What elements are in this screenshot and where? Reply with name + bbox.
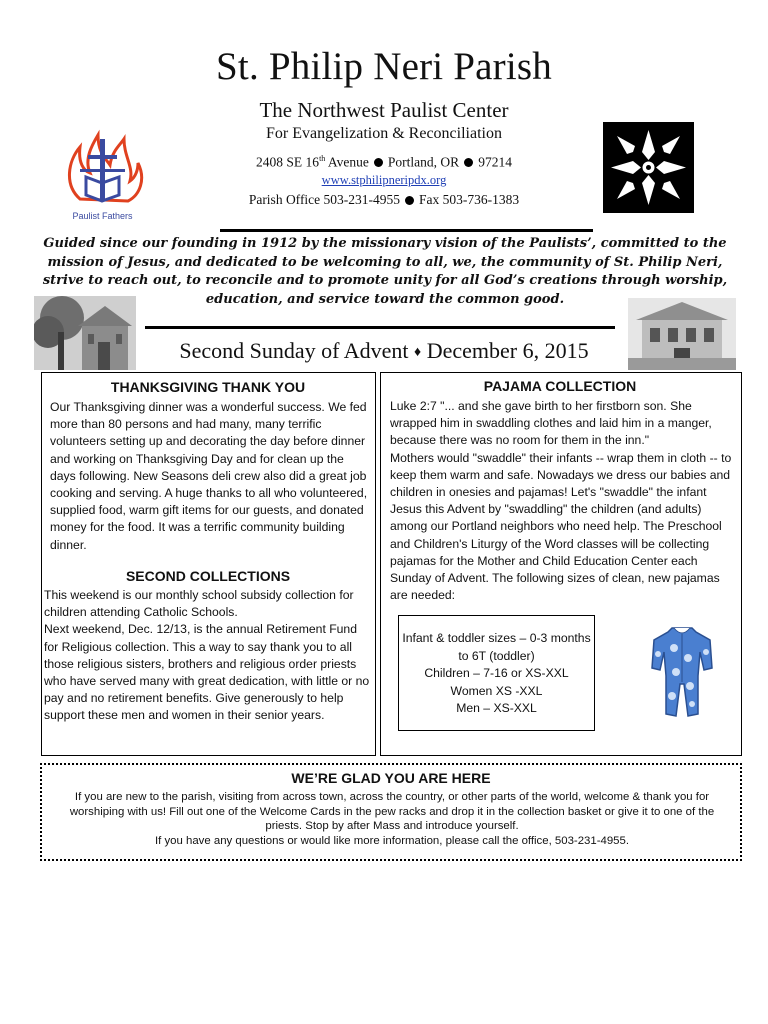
bullet-icon xyxy=(374,158,383,167)
parish-fax: Fax 503-736-1383 xyxy=(419,192,520,207)
address-avenue: Avenue xyxy=(325,154,369,170)
paulist-fathers-logo xyxy=(50,121,155,226)
size-item: Men – XS-XXL xyxy=(456,701,537,715)
pajama-sizes-list xyxy=(398,630,595,718)
second-collections-body: This weekend is our monthly school subsidy collection for children attending Catholic Schools. Next weekend, Dec. 12/13, is the annual Retirement Fund for Religious collection. This a way to say thank you to all those religious sisters, brothers and religious order priests who have served many with great dedication, with little or no pay and no retirement benefits. Give generously to help support these men and women in their senior years. xyxy=(44,588,370,723)
date-title-right: December 6, 2015 xyxy=(426,338,589,363)
address-city: Portland, OR xyxy=(387,154,460,170)
welcome-body: If you are new to the parish, visiting from across town, across the country, or other parts of the world, welcome & thank you for worshiping with us! Fill out one of the Welcome Cards in the pew racks and drop it in the collection basket or give it to one of the priests. Stop by after Mass and introduce yourself. If you have any questions or would like more information, please call the office, 503-231-4955. xyxy=(69,791,715,847)
thanksgiving-heading: THANKSGIVING THANK YOU xyxy=(110,379,306,395)
liturgical-date-title xyxy=(0,338,768,364)
header-divider xyxy=(220,229,593,232)
address-superscript: th xyxy=(319,154,326,163)
website-link[interactable]: www.stphilipneripdx.org xyxy=(321,173,447,187)
address-zip: 97214 xyxy=(478,154,512,170)
geometric-emblem-logo xyxy=(603,122,694,213)
parish-phone: Parish Office 503-231-4955 xyxy=(248,192,401,207)
thanksgiving-body: Our Thanksgiving dinner was a wonderful success. We fed more than 80 persons and had many, many terrific volunteers setting up and decorating the day before dinner and working on Thanksgiving Day and for clean up the days following. New Seasons deli crew also did a great job cooking and serving. A huge thanks to all who volunteered, supplied food, warm gift items for our guests, and donated money for the food. It was a terrific community building dinner. xyxy=(50,400,368,552)
mission-statement: Guided since our founding in 1912 by the missionary vision of the Paulists’, committed to the mission of Jesus, and dedicated to be welcoming to all, we, the community of St. Philip Neri, strive to reach out, to reconcile and to promote unity for all God’s creations through worship, education, and service toward the common good. xyxy=(42,236,728,307)
bullet-icon xyxy=(464,158,473,167)
pajama-collection-heading: PAJAMA COLLECTION xyxy=(483,378,637,394)
parish-title: St. Philip Neri Parish xyxy=(216,45,552,88)
second-collections-heading: SECOND COLLECTIONS xyxy=(125,568,291,584)
welcome-heading: WE’RE GLAD YOU ARE HERE xyxy=(291,770,491,786)
address-street: 2408 SE 16 xyxy=(256,154,320,170)
baby-pajama-image xyxy=(650,624,714,720)
size-item: Children – 7-16 or XS-XXL xyxy=(424,666,569,680)
diamond-icon: ♦ xyxy=(414,344,422,360)
logo-caption: Paulist Fathers xyxy=(72,211,133,221)
size-item: Women XS -XXL xyxy=(450,683,543,698)
pajama-collection-body: Luke 2:7 "... and she gave birth to her firstborn son. She wrapped him in swaddling clothes and laid him in a manger, because there was no room for them in the inn." Mothers would "swaddle" their infants -- wrap them in cloth -- to keep them warm and safe. Nowadays we dress our babies and children in onesies and pajamas! Let's "swaddle" the infant Jesus this Advent by "swaddling" the children (and adults) among our Portland neighbors who need help. The Preschool and Children's Liturgy of the Word classes will be collecting pajamas for the Mother and Child Education Center each Sunday of Advent. The following sizes of clean, new pajamas are needed: xyxy=(390,399,732,603)
date-title-left: Second Sunday of Advent xyxy=(179,338,409,363)
size-item: Infant & toddler sizes – 0-3 months to 6T (toddler) xyxy=(402,631,591,663)
parish-subtitle: The Northwest Paulist Center xyxy=(259,98,509,122)
parish-tagline: For Evangelization & Reconciliation xyxy=(266,125,502,142)
section-divider xyxy=(145,326,615,329)
bullet-icon xyxy=(405,196,414,205)
